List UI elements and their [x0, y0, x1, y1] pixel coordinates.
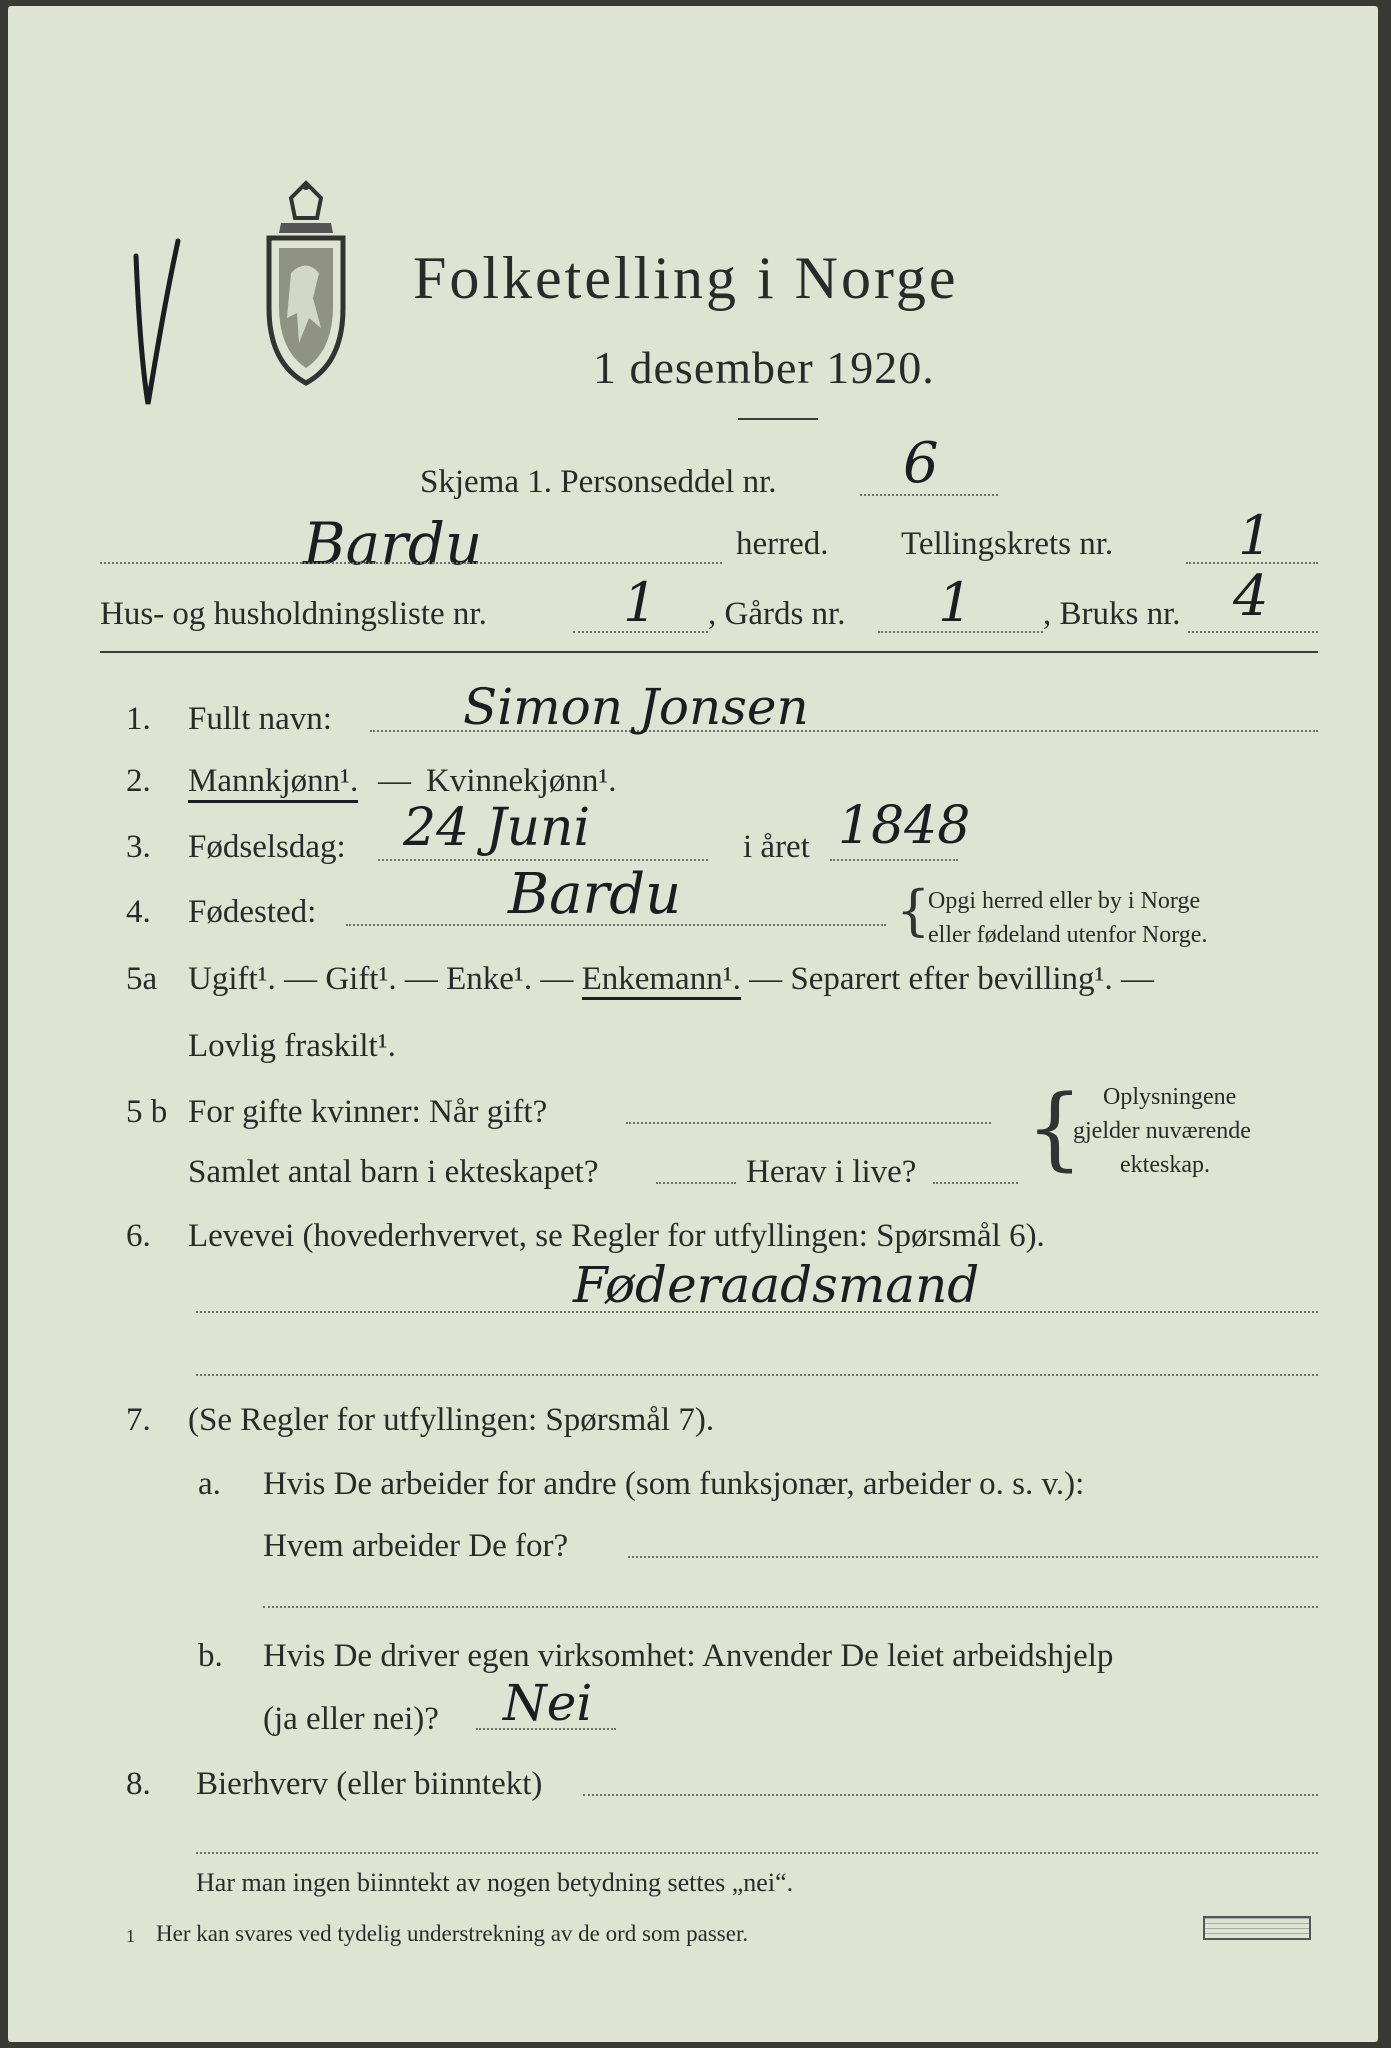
- full-name-field[interactable]: Simon Jonsen: [463, 678, 809, 736]
- census-form: [8, 6, 1378, 2042]
- printer-stamp-icon: [1203, 1916, 1311, 1940]
- biinntekt-note: Har man ingen biinntekt av nogen betydning settes „nei“.: [196, 1868, 794, 1897]
- footnote-text: Her kan svares ved tydelig understrekning av de ord som passer.: [156, 1921, 749, 1946]
- title-underline: [738, 418, 818, 420]
- q3-number: 3.: [126, 829, 151, 865]
- q1-number: 1.: [126, 701, 151, 737]
- q6-number: 6.: [126, 1218, 151, 1254]
- header-divider: [100, 651, 1318, 653]
- herav-i-live-line: [933, 1182, 1018, 1184]
- gards-field[interactable]: 1: [938, 571, 973, 634]
- q7a-number: a.: [198, 1466, 221, 1502]
- levevei-line-2: [196, 1374, 1318, 1376]
- footnote-number: 1: [126, 1926, 135, 1946]
- q7b-label: Hvis De driver egen virksomhet: Anvender De leiet arbeidshjelp: [263, 1638, 1114, 1674]
- fodselsar-line: [830, 859, 958, 861]
- gards-label: , Gårds nr.: [708, 596, 846, 632]
- q5b-label-3: Herav i live?: [746, 1154, 917, 1190]
- fraskilt-option[interactable]: Lovlig fraskilt¹.: [188, 1028, 396, 1064]
- q2-number: 2.: [126, 763, 151, 799]
- herred-line: [100, 562, 722, 564]
- q5a-dash-2: —: [404, 961, 438, 997]
- nar-gift-line: [626, 1122, 991, 1124]
- personseddel-nr-field[interactable]: 6: [903, 431, 939, 496]
- q5a-dash-1: —: [284, 961, 318, 997]
- arbeidshjelp-field[interactable]: Nei: [503, 1674, 593, 1732]
- skjema-label: Skjema 1. Personseddel nr.: [420, 464, 777, 500]
- q3-year-label: i året: [743, 829, 810, 865]
- q5b-note-line3: ekteskap.: [1120, 1152, 1210, 1178]
- q4-brace: {: [896, 879, 931, 942]
- husholdningsliste-field[interactable]: 1: [623, 571, 658, 634]
- q4-number: 4.: [126, 894, 151, 930]
- q4-note-line2: eller fødeland utenfor Norge.: [928, 922, 1208, 948]
- q5b-note-line2: gjelder nuværende: [1073, 1118, 1251, 1144]
- q3-label: Fødselsdag:: [188, 829, 346, 865]
- mannkjonn-option[interactable]: Mannkjønn¹.: [188, 763, 358, 803]
- q7b-label-2: (ja eller nei)?: [263, 1701, 439, 1737]
- herred-label: herred.: [736, 526, 829, 562]
- ugift-option[interactable]: Ugift¹.: [188, 961, 276, 997]
- form-title: Folketelling i Norge: [413, 245, 959, 311]
- q5a-dash-4: —: [749, 961, 783, 997]
- levevei-field[interactable]: Føderaadsmand: [573, 1256, 980, 1314]
- q5a-number: 5a: [126, 961, 158, 997]
- bruks-field[interactable]: 4: [1233, 564, 1269, 629]
- enkemann-option[interactable]: Enkemann¹.: [582, 961, 741, 1000]
- q8-number: 8.: [126, 1766, 151, 1802]
- check-mark-icon: [126, 236, 186, 411]
- q7-label: (Se Regler for utfyllingen: Spørsmål 7).: [188, 1402, 715, 1438]
- bierhverv-line-2: [196, 1852, 1318, 1854]
- q7a-label: Hvis De arbeider for andre (som funksjonær, arbeider o. s. v.):: [263, 1466, 1085, 1502]
- fodselsar-field[interactable]: 1848: [838, 796, 971, 856]
- q7-number: 7.: [126, 1402, 151, 1438]
- norway-coat-of-arms-icon: [251, 178, 361, 393]
- enke-option[interactable]: Enke¹.: [446, 961, 533, 997]
- barn-antal-line: [656, 1182, 736, 1184]
- q5a-options: [188, 961, 1154, 998]
- tellingskrets-field[interactable]: 1: [1238, 504, 1273, 567]
- tellingskrets-label: Tellingskrets nr.: [901, 526, 1114, 562]
- hvem-arbeider-line: [628, 1556, 1318, 1558]
- bierhverv-line: [583, 1794, 1318, 1796]
- herred-value-field[interactable]: Bardu: [303, 510, 483, 578]
- q5b-number: 5 b: [126, 1094, 168, 1130]
- q6-label: Levevei (hovederhvervet, se Regler for utfyllingen: Spørsmål 6).: [188, 1218, 1045, 1254]
- separert-option[interactable]: Separert efter bevilling¹.: [790, 961, 1113, 997]
- bruks-line: [1188, 631, 1318, 633]
- q5b-label-2: Samlet antal barn i ekteskapet?: [188, 1154, 599, 1190]
- gift-option[interactable]: Gift¹.: [325, 961, 397, 997]
- margin-check-mark: [126, 236, 186, 415]
- q8-label: Bierhverv (eller biinntekt): [196, 1766, 543, 1802]
- q5b-brace: {: [1026, 1076, 1084, 1181]
- bruks-label: , Bruks nr.: [1043, 596, 1181, 632]
- levevei-line-1: [196, 1311, 1318, 1313]
- q1-label: Fullt navn:: [188, 701, 332, 737]
- fodselsdag-field[interactable]: 24 Juni: [403, 798, 591, 858]
- kvinnekjonn-option[interactable]: Kvinnekjønn¹.: [426, 763, 617, 799]
- q5b-note-line1: Oplysningene: [1103, 1084, 1237, 1110]
- q4-note-line1: Opgi herred eller by i Norge: [928, 888, 1201, 914]
- form-subtitle: 1 desember 1920.: [593, 342, 935, 393]
- q2-separator: —: [378, 763, 411, 799]
- husholdningsliste-label: Hus- og husholdningsliste nr.: [100, 596, 487, 632]
- q7a-label-2: Hvem arbeider De for?: [263, 1528, 569, 1564]
- q5b-label-1: For gifte kvinner: Når gift?: [188, 1094, 548, 1130]
- q7a-extra-line: [263, 1606, 1318, 1608]
- q5a-dash-3: —: [540, 961, 574, 997]
- fodselsdag-line: [378, 859, 708, 861]
- fodested-field[interactable]: Bardu: [508, 862, 682, 927]
- q5a-dash-5: —: [1120, 961, 1154, 997]
- q7b-number: b.: [198, 1638, 223, 1674]
- q4-label: Fødested:: [188, 894, 317, 930]
